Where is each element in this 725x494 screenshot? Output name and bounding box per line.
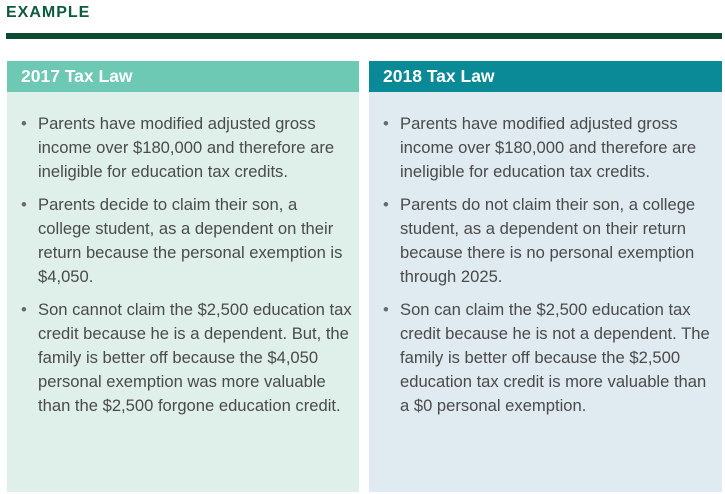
column-2018-bullet-3 [383,298,716,418]
column-2017 [7,61,359,492]
bullet-dot-icon: • [383,114,389,133]
column-2017-bullet-2 [21,193,353,289]
column-2017-bullet-list [7,92,359,418]
column-2018 [369,61,722,492]
column-2018-bullet-1 [383,112,716,184]
bullet-dot-icon: • [383,300,389,319]
column-2018-bullet-list [369,92,722,418]
heading-divider [6,33,722,39]
bullet-dot-icon: • [21,195,27,214]
bullet-dot-icon: • [383,195,389,214]
bullet-text: Parents have modified adjusted gross income over $180,000 and therefore are ineligible for education tax credits. [400,114,697,181]
column-2018-title: 2018 Tax Law [369,61,722,92]
bullet-text: Parents do not claim their son, a college student, as a dependent on their return because there is no personal exemption through 2025. [400,195,696,286]
bullet-text: Son can claim the $2,500 education tax credit because he is not a dependent. The family is better off because the $2,500 education tax credit is more valuable than a $0 personal exemption. [400,300,710,415]
example-heading: EXAMPLE [6,4,91,21]
bullet-text: Parents decide to claim their son, a college student, as a dependent on their return because the personal exemption is $4,050. [38,195,343,286]
bullet-text: Parents have modified adjusted gross income over $180,000 and therefore are ineligible for education tax credits. [38,114,335,181]
bullet-text: Son cannot claim the $2,500 education tax credit because he is a dependent. But, the family is better off because the $4,050 personal exemption was more valuable than the $2,500 forgone education credit. [38,300,352,415]
column-2017-title: 2017 Tax Law [7,61,359,92]
bullet-dot-icon: • [21,114,27,133]
column-2017-bullet-1 [21,112,353,184]
column-2018-bullet-2 [383,193,716,289]
column-2017-bullet-3 [21,298,353,418]
bullet-dot-icon: • [21,300,27,319]
